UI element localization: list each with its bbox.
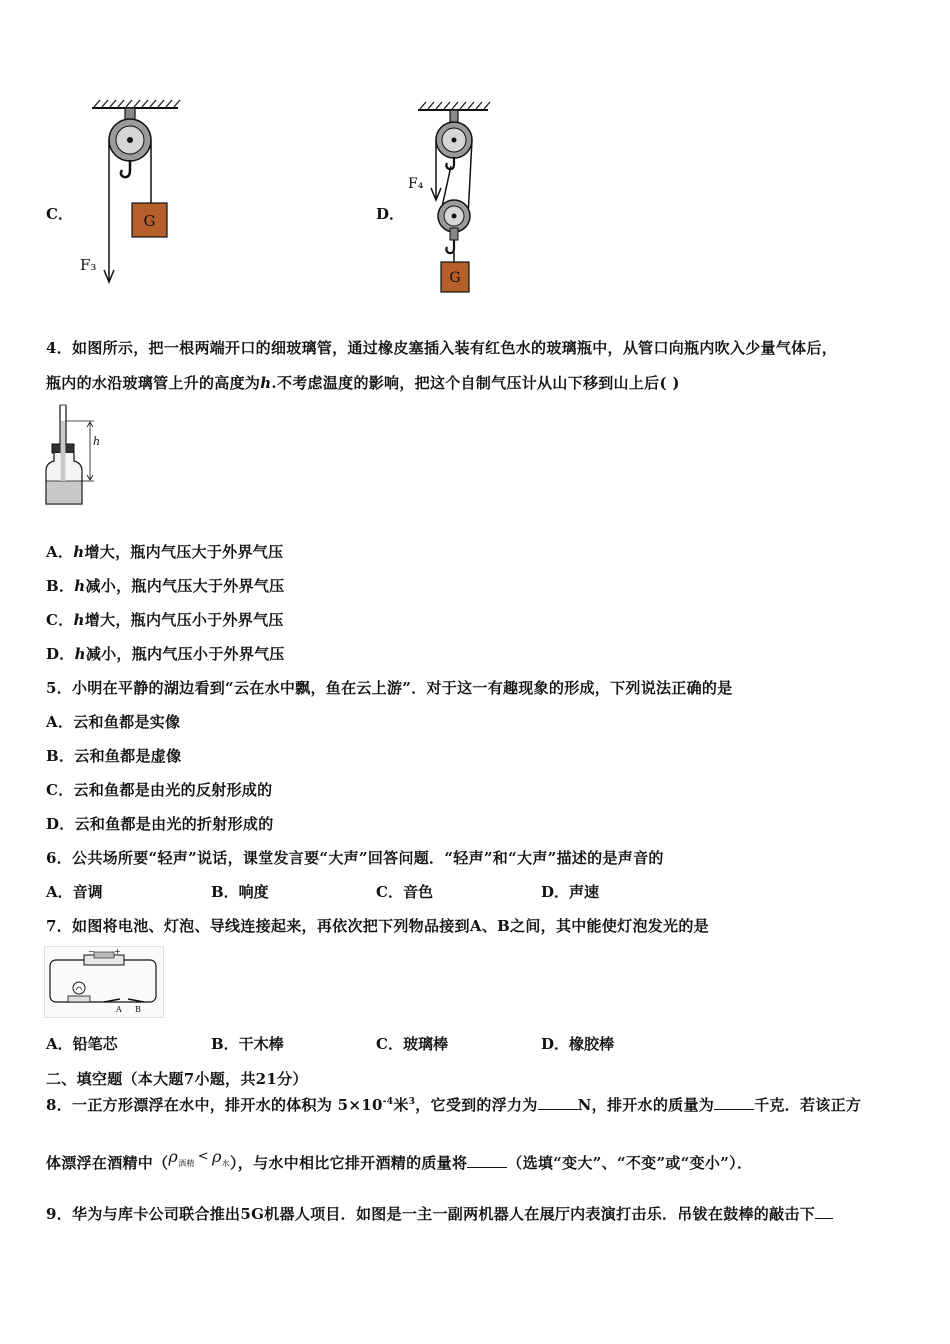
q5-option-b: B．云和鱼都是虚像 (46, 747, 182, 765)
q4-option-a: A．h增大，瓶内气压大于外界气压 (46, 543, 284, 561)
q4-option-c: C．h增大，瓶内气压小于外界气压 (46, 611, 284, 629)
option-d-label: D． (376, 205, 405, 223)
pulley-block-figure (402, 100, 502, 300)
q5-option-d: D．云和鱼都是由光的折射形成的 (46, 815, 274, 833)
buoyancy-blank[interactable] (538, 1095, 578, 1110)
section-title: 二、填空题（本大题7小题，共21分） (46, 1070, 308, 1088)
q4-line-2: 瓶内的水沿玻璃管上升的高度为h.不考虑温度的影响，把这个自制气压计从山下移到山上后( ) (46, 374, 680, 392)
q4-option-d: D．h减小，瓶内气压小于外界气压 (46, 645, 285, 663)
q5-stem: 5．小明在平静的湖边看到“云在水中飘，鱼在云上游”．对于这一有趣现象的形成，下列说法正确的是 (46, 679, 733, 697)
alcohol-mass-blank[interactable] (467, 1153, 507, 1168)
q8-line-2: 体漂浮在酒精中$(\rho_{酒精} < \rho_水)$，与水中相比它排开酒精的质量将 （选填“变大”、“不变”或“变小”）． (46, 1147, 753, 1172)
fixed-pulley-figure (80, 98, 190, 288)
q6-option-c: C．音色 (376, 883, 433, 901)
weight-label: G (143, 212, 156, 230)
q6-option-d: D．声速 (541, 883, 600, 901)
q6-stem: 6．公共场所要“轻声”说话，课堂发言要“大声”回答问题．“轻声”和“大声”描述的是声音的 (46, 849, 664, 867)
svg-text:−: − (88, 947, 95, 956)
q5-option-a: A．云和鱼都是实像 (46, 713, 181, 731)
circuit-figure (44, 946, 164, 1018)
force-f4-label: F₄ (408, 176, 424, 192)
q7-stem: 7．如图将电池、灯泡、导线连接起来，再依次把下列物品接到A、B之间，其中能使灯泡发光的是 (46, 917, 709, 935)
terminal-b-label: B (135, 1005, 141, 1014)
q4-line-1: 4．如图所示，把一根两端开口的细玻璃管，通过橡皮塞插入装有红色水的玻璃瓶中，从管口向瓶内吹入少量气体后， (46, 339, 838, 357)
weight-label: G (449, 270, 461, 286)
barometer-bottle-figure (44, 405, 110, 507)
h-label: h (93, 435, 101, 448)
q7-option-d: D．橡胶棒 (541, 1035, 615, 1053)
q6-option-b: B．响度 (211, 883, 269, 901)
q7-option-b: B．干木棒 (211, 1035, 284, 1053)
q8-line-1: 8．一正方形漂浮在水中，排开水的体积为 $5\times 10^{-4}$米$^3$，它受到的浮力为 N，排开水的质量为 千克．若该正方 (46, 1096, 862, 1114)
mass-blank[interactable] (714, 1095, 754, 1110)
q7-option-c: C．玻璃棒 (376, 1035, 448, 1053)
q6-option-a: A．音调 (46, 883, 103, 901)
terminal-a-label: A (116, 1005, 122, 1014)
q4-option-b: B．h减小，瓶内气压大于外界气压 (46, 577, 285, 595)
svg-text:+: + (114, 947, 121, 956)
force-f3-label: F₃ (80, 256, 97, 274)
q7-option-a: A．铅笔芯 (46, 1035, 118, 1053)
q5-option-c: C．云和鱼都是由光的反射形成的 (46, 781, 273, 799)
option-c-label: C． (46, 205, 73, 223)
q9-stem: 9．华为与库卡公司联合推出5G机器人项目．如图是一主一副两机器人在展厅内表演打击乐．吊钹在鼓棒的敲击下 (46, 1203, 833, 1224)
q9-blank[interactable] (815, 1204, 833, 1219)
